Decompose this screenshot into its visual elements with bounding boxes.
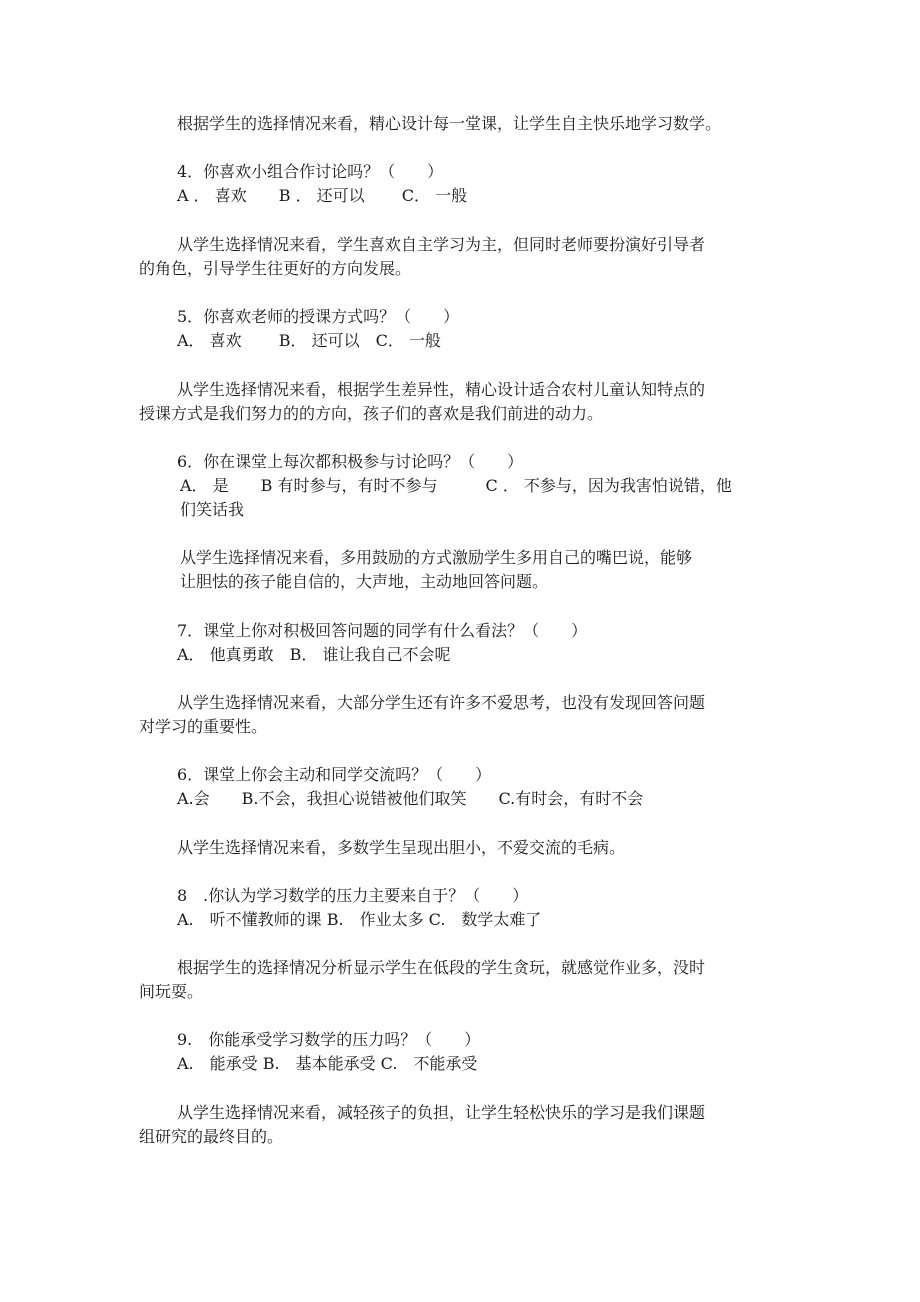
question-8-analysis-line-1: 根据学生的选择情况分析显示学生在低段的学生贪玩，就感觉作业多，没时 xyxy=(177,958,706,977)
question-8-options: A. 听不懂教师的课 B. 作业太多 C. 数学太难了 xyxy=(177,910,542,929)
question-7: 7．课堂上你对积极回答问题的同学有什么看法？（ ） xyxy=(177,621,588,640)
question-4-analysis-line-1: 从学生选择情况来看，学生喜欢自主学习为主，但同时老师要扮演好引导者 xyxy=(177,235,706,254)
question-9-analysis-line-1: 从学生选择情况来看，减轻孩子的负担，让学生轻松快乐的学习是我们课题 xyxy=(177,1103,706,1122)
question-6a-options-line-1: A． 是 B 有时参与，有时不参与 C ． 不参与，因为我害怕说错，他 xyxy=(180,476,732,495)
question-7-options: A． 他真勇敢 B． 谁让我自己不会呢 xyxy=(177,645,451,664)
question-5-analysis-line-1: 从学生选择情况来看，根据学生差异性，精心设计适合农村儿童认知特点的 xyxy=(177,380,706,399)
question-9-analysis-line-2: 组研究的最终目的。 xyxy=(139,1127,284,1146)
question-4-options: A ． 喜欢 B ． 还可以 C． 一般 xyxy=(177,186,468,205)
question-4: 4．你喜欢小组合作讨论吗？（ ） xyxy=(177,162,444,181)
question-5-analysis-line-2: 授课方式是我们努力的的方向，孩子们的喜欢是我们前进的动力。 xyxy=(139,404,604,423)
question-5-options: A． 喜欢 B． 还可以 C． 一般 xyxy=(177,331,441,350)
question-6b-options: A.会 B.不会，我担心说错被他们取笑 C.有时会，有时不会 xyxy=(177,789,644,808)
question-6a-analysis-line-1: 从学生选择情况来看，多用鼓励的方式激励学生多用自己的嘴巴说，能够 xyxy=(180,548,693,567)
intro-paragraph: 根据学生的选择情况来看，精心设计每一堂课，让学生自主快乐地学习数学。 xyxy=(177,114,722,133)
question-6b: 6．课堂上你会主动和同学交流吗？（ ） xyxy=(177,765,492,784)
question-6a-analysis-line-2: 让胆怯的孩子能自信的，大声地，主动地回答问题。 xyxy=(180,572,549,591)
question-8: 8 .你认为学习数学的压力主要来自于？（ ） xyxy=(177,886,529,905)
question-7-analysis-line-2: 对学习的重要性。 xyxy=(139,717,268,736)
question-6b-analysis: 从学生选择情况来看，多数学生呈现出胆小，不爱交流的毛病。 xyxy=(177,838,626,857)
question-4-analysis-line-2: 的角色，引导学生往更好的方向发展。 xyxy=(139,259,412,278)
question-5: 5．你喜欢老师的授课方式吗？（ ） xyxy=(177,307,460,326)
question-7-analysis-line-1: 从学生选择情况来看，大部分学生还有许多不爱思考，也没有发现回答问题 xyxy=(177,693,706,712)
question-6a-options-line-2: 们笑话我 xyxy=(180,500,245,519)
question-9: 9. 你能承受学习数学的压力吗？（ ） xyxy=(177,1030,481,1049)
question-8-analysis-line-2: 间玩耍。 xyxy=(139,982,204,1001)
question-6a: 6．你在课堂上每次都积极参与讨论吗？（ ） xyxy=(177,452,524,471)
question-9-options: A. 能承受 B. 基本能承受 C. 不能承受 xyxy=(177,1054,478,1073)
